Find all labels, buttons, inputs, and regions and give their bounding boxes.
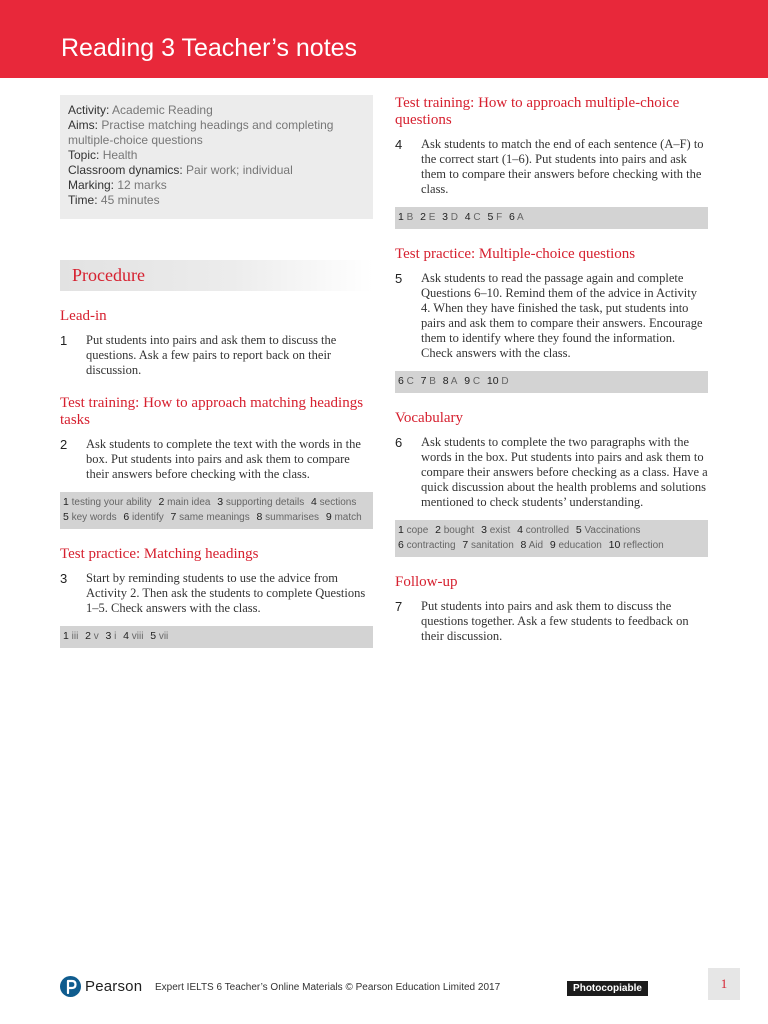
answer-key — [395, 207, 708, 229]
answer-number: 5 — [150, 630, 157, 642]
step-text: Ask students to match the end of each sentence (A–F) to the correct start (1–6). Put students into pairs and ask them to compare their answers before checking with the class. — [421, 137, 704, 196]
answer-item — [398, 376, 414, 387]
answer-value: B — [429, 376, 436, 387]
answer-number: 5 — [487, 211, 494, 223]
answer-number: 7 — [462, 539, 469, 551]
answer-item — [481, 525, 510, 536]
answer-item — [171, 512, 250, 523]
answer-number: 6 — [398, 539, 404, 551]
answer-number: 2 — [435, 524, 441, 536]
step-number: 4 — [395, 137, 403, 152]
section-heading: Lead-in — [60, 308, 107, 324]
answer-number: 6 — [398, 375, 404, 387]
answer-number: 4 — [464, 211, 471, 223]
section-heading: Test training: How to approach multiple-choice questions — [395, 95, 680, 128]
answer-item — [63, 512, 117, 523]
answer-number: 1 — [63, 496, 69, 508]
answer-value: match — [334, 512, 362, 523]
answer-value: reflection — [623, 540, 664, 551]
step-text: Put students into pairs and ask them to discuss the questions together. Ask a few students to feedback on their discussion. — [421, 599, 689, 643]
answer-item — [462, 540, 513, 551]
step-text: Put students into pairs and ask them to discuss the questions. Ask a few pairs to report back on their discussion. — [86, 333, 337, 377]
answer-key — [395, 371, 708, 393]
answer-value: B — [406, 212, 414, 223]
answer-value: supporting details — [225, 497, 305, 508]
left-sections — [60, 308, 373, 648]
answer-number: 2 — [85, 630, 91, 642]
answer-value: same meanings — [179, 512, 250, 523]
answer-number: 2 — [158, 496, 165, 508]
answer-item — [398, 212, 413, 223]
procedure-step — [60, 437, 373, 482]
answer-number: 1 — [398, 211, 404, 223]
answer-item — [257, 512, 320, 523]
answer-number: 5 — [63, 511, 69, 523]
step-text: Ask students to complete the text with the words in the box. Put students into pairs and ask them to compare their answers before checking with the class. — [86, 437, 361, 481]
answer-value: contracting — [406, 540, 456, 551]
info-row-marking: Marking: 12 marks — [68, 178, 167, 192]
answer-item — [123, 631, 143, 642]
answer-item — [158, 497, 210, 508]
answer-number: 6 — [123, 511, 130, 523]
answer-item — [550, 540, 602, 551]
answer-item — [517, 525, 569, 536]
answer-item — [311, 497, 356, 508]
step-number: 7 — [395, 599, 403, 614]
answer-key — [395, 520, 708, 557]
answer-item — [521, 540, 544, 551]
answer-number: 2 — [420, 211, 426, 223]
answer-number: 3 — [481, 524, 487, 536]
right-column — [395, 95, 708, 644]
procedure-step — [395, 271, 708, 361]
answer-value: C — [406, 376, 414, 387]
right-sections — [395, 95, 708, 644]
info-row-aims: Aims: Practise matching headings and completing multiple-choice questions — [68, 118, 334, 147]
procedure-step — [395, 599, 708, 644]
answer-item — [465, 212, 481, 223]
answer-item — [63, 631, 78, 642]
answer-value: identify — [132, 512, 164, 523]
answer-value: iii — [71, 631, 79, 642]
answer-number: 6 — [508, 211, 515, 223]
answer-item — [435, 525, 474, 536]
answer-number: 3 — [217, 496, 224, 508]
answer-value: Vaccinations — [584, 525, 641, 536]
photocopiable-badge: Photocopiable — [567, 981, 648, 996]
answer-item — [150, 631, 168, 642]
answer-value: sections — [319, 497, 357, 508]
answer-number: 3 — [442, 211, 448, 223]
answer-item — [509, 212, 524, 223]
section-heading: Follow-up — [395, 574, 458, 590]
answer-value: i — [114, 631, 117, 642]
answer-item — [487, 376, 509, 387]
answer-item — [576, 525, 641, 536]
answer-value: testing your ability — [71, 497, 152, 508]
answer-item — [442, 212, 458, 223]
page-title: Reading 3 Teacher’s notes — [61, 34, 358, 62]
answer-value: viii — [131, 631, 144, 642]
answer-value: A — [450, 376, 458, 387]
answer-number: 7 — [170, 511, 177, 523]
answer-value: main idea — [167, 497, 211, 508]
procedure-step — [60, 571, 373, 616]
answer-key — [60, 626, 373, 648]
procedure-bar — [60, 260, 373, 291]
answer-item — [398, 525, 428, 536]
answer-number: 9 — [549, 539, 556, 551]
procedure-step — [60, 333, 373, 378]
answer-value: summarises — [265, 512, 320, 523]
step-text: Ask students to complete the two paragraphs with the words in the box. Put students into pairs and ask them to compare their answers before checking as a class. Have a quick discussion about the health problems and solutions mentioned to check students’ understanding. — [421, 435, 708, 509]
answer-number: 5 — [575, 524, 582, 536]
answer-value: sanitation — [470, 540, 514, 551]
answer-value: controlled — [525, 525, 570, 536]
answer-value: vii — [158, 631, 169, 642]
answer-number: 1 — [398, 524, 404, 536]
section-heading: Test practice: Multiple-choice questions — [395, 246, 636, 262]
answer-key — [60, 492, 373, 529]
answer-number: 4 — [517, 524, 523, 536]
answer-item — [326, 512, 362, 523]
answer-number: 8 — [256, 511, 263, 523]
answer-value: exist — [489, 525, 511, 536]
answer-item — [487, 212, 502, 223]
page-header — [0, 0, 768, 78]
info-row-topic: Topic: Health — [68, 148, 138, 162]
answer-value: bought — [443, 525, 475, 536]
left-column — [60, 95, 373, 648]
answer-item — [63, 497, 152, 508]
answer-value: F — [496, 212, 503, 223]
procedure-title: Procedure — [72, 265, 145, 285]
answer-number: 4 — [123, 630, 129, 642]
answer-value: cope — [406, 525, 429, 536]
procedure-step — [395, 137, 708, 197]
answer-value: D — [450, 212, 459, 223]
answer-item — [443, 376, 458, 387]
answer-item — [398, 540, 456, 551]
answer-item — [609, 540, 664, 551]
answer-value: C — [472, 376, 481, 387]
answer-number: 10 — [608, 539, 621, 551]
answer-item — [421, 376, 436, 387]
step-number: 5 — [395, 271, 403, 286]
answer-item — [123, 512, 163, 523]
pearson-logo — [60, 976, 142, 997]
info-row-time: Time: 45 minutes — [68, 193, 160, 207]
answer-value: C — [473, 212, 481, 223]
answer-number: 3 — [105, 630, 112, 642]
answer-item — [464, 376, 480, 387]
answer-value: v — [93, 631, 99, 642]
step-text: Start by reminding students to use the advice from Activity 2. Then ask the students to complete Questions 1–5. Check answers with the class. — [86, 571, 366, 615]
answer-number: 9 — [325, 511, 332, 523]
page-footer — [0, 970, 768, 1004]
step-number: 3 — [60, 571, 68, 586]
step-number: 6 — [395, 435, 403, 450]
section-heading: Vocabulary — [395, 410, 464, 426]
answer-item — [85, 631, 99, 642]
step-text: Ask students to read the passage again and complete Questions 6–10. Remind them of the advice in Activity 4. When they have finished the task, put students into pairs and ask them to compare their answers. Encourage them to identify where they found the information. Check answers with the class. — [421, 271, 703, 360]
section-heading: Test training: How to approach matching headings tasks — [60, 395, 364, 428]
answer-number: 7 — [420, 375, 427, 387]
answer-value: D — [501, 376, 509, 387]
step-number: 1 — [60, 333, 68, 348]
answer-number: 8 — [442, 375, 449, 387]
answer-number: 4 — [311, 496, 317, 508]
answer-item — [105, 631, 116, 642]
answer-number: 10 — [486, 375, 499, 387]
answer-value: Aid — [528, 540, 544, 551]
answer-value: A — [517, 212, 524, 223]
answer-item — [217, 497, 304, 508]
answer-value: E — [428, 212, 436, 223]
info-row-classroom-dynamics: Classroom dynamics: Pair work; individual — [68, 163, 293, 177]
step-number: 2 — [60, 437, 68, 452]
answer-value: key words — [71, 512, 117, 523]
info-row-activity: Activity: Academic Reading — [68, 103, 213, 117]
answer-number: 8 — [520, 539, 527, 551]
page-number: 1 — [708, 968, 740, 1000]
procedure-step — [395, 435, 708, 510]
footer-copyright: Expert IELTS 6 Teacher’s Online Materials © Pearson Education Limited 2017 — [155, 982, 501, 993]
section-heading: Test practice: Matching headings — [60, 546, 259, 562]
activity-info-box — [60, 95, 373, 219]
answer-number: 1 — [63, 630, 69, 642]
answer-number: 9 — [464, 375, 471, 387]
answer-item — [420, 212, 435, 223]
answer-value: education — [558, 540, 602, 551]
pearson-logo-text: Pearson — [85, 978, 143, 995]
pearson-logo-icon — [60, 976, 81, 997]
